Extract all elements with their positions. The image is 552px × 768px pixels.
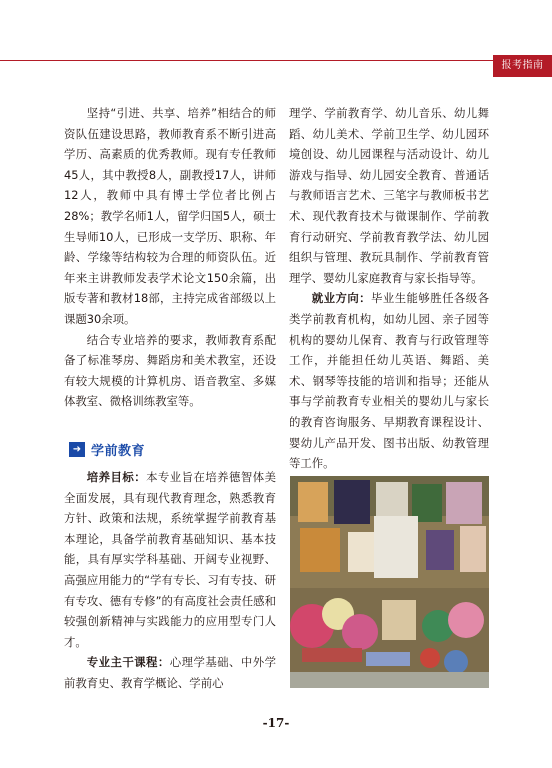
paragraph-goal — [64, 467, 276, 652]
section-title: 学前教育 — [91, 443, 146, 459]
paragraph-facilities: 结合专业培养的要求，教师教育系配备了标准琴房、舞蹈房和美术教室，还设有较大规模的计算机房、语音教室、多媒体教室、微格训练教室等。 — [64, 332, 276, 409]
paragraph-career — [289, 288, 489, 473]
course-text: 心理学基础、中外学前教育史、教育学概论、学前心 — [64, 655, 276, 690]
goal-label: 培养目标： — [86, 470, 147, 484]
section-heading — [64, 437, 276, 461]
goal-text: 本专业旨在培养德智体美全面发展，具有现代教育理念，熟悉教育方针、政策和法规，系统掌握学前教育基本理论，具备学前教育基础知识、基本技能，具有厚实学科基础、开阔专业视野、高强应用能力的“学有专长、习有专技、研有专攻、德有专修”的有高度社会责任感和较强创新精神与实践能力的应用型专门人才。 — [64, 470, 276, 649]
course-label: 专业主干课程： — [86, 655, 170, 670]
section-tab: 报考指南••• — [493, 55, 552, 77]
exhibition-photo — [290, 476, 489, 688]
paragraph-courses — [64, 652, 276, 693]
page-number: -17- — [262, 716, 290, 730]
paragraph-faculty: 坚持“引进、共享、培养”相结合的师资队伍建设思路，教师教育系不断引进高学历、高素质的优秀教师。现有专任教师45人，其中教授8人，副教授17人，讲师12人，教师中具有博士学位者比例占28%；教学名师1人，留学归国5人，硕士生导师10人，已形成一支学历、职称、年龄、学缘等结构较为合理的师资队伍。近年来主讲教师发表学术论文150余篇，出版专著和教材18部，主持完成省部级以上课题30余项。 — [64, 106, 276, 326]
right-column — [289, 103, 489, 474]
career-text: 毕业生能够胜任各级各类学前教育机构，如幼儿园、亲子园等机构的婴幼儿保育、教育与行政管理等工作，并能担任幼儿英语、舞蹈、美术、钢琴等技能的培训和指导；还能从事与学前教育专业相关的婴幼儿与家长的教育咨询服务、早期教育课程设计、婴幼儿产品开发、图书出版、幼教管理等工作。 — [289, 291, 489, 471]
left-column-intro — [64, 103, 276, 412]
arrow-right-icon: ➜ — [69, 442, 85, 457]
paragraph-courses-continued: 理学、学前教育学、幼儿音乐、幼儿舞蹈、幼儿美术、学前卫生学、幼儿园环境创设、幼儿园课程与活动设计、幼儿游戏与指导、幼儿园安全教育、普通话与教师语言艺术、三笔字与教师板书艺术、现代教育技术与微课制作、学前教育行动研究、学前教育教学法、幼儿园组织与管理、教玩具制作、学前教育管理学、婴幼儿家庭教育与家长指导等。 — [289, 106, 489, 285]
career-label: 就业方向： — [311, 291, 372, 306]
header-rule — [0, 60, 552, 61]
exhibition-photo-illustration — [290, 476, 489, 688]
left-column-program — [64, 467, 276, 694]
